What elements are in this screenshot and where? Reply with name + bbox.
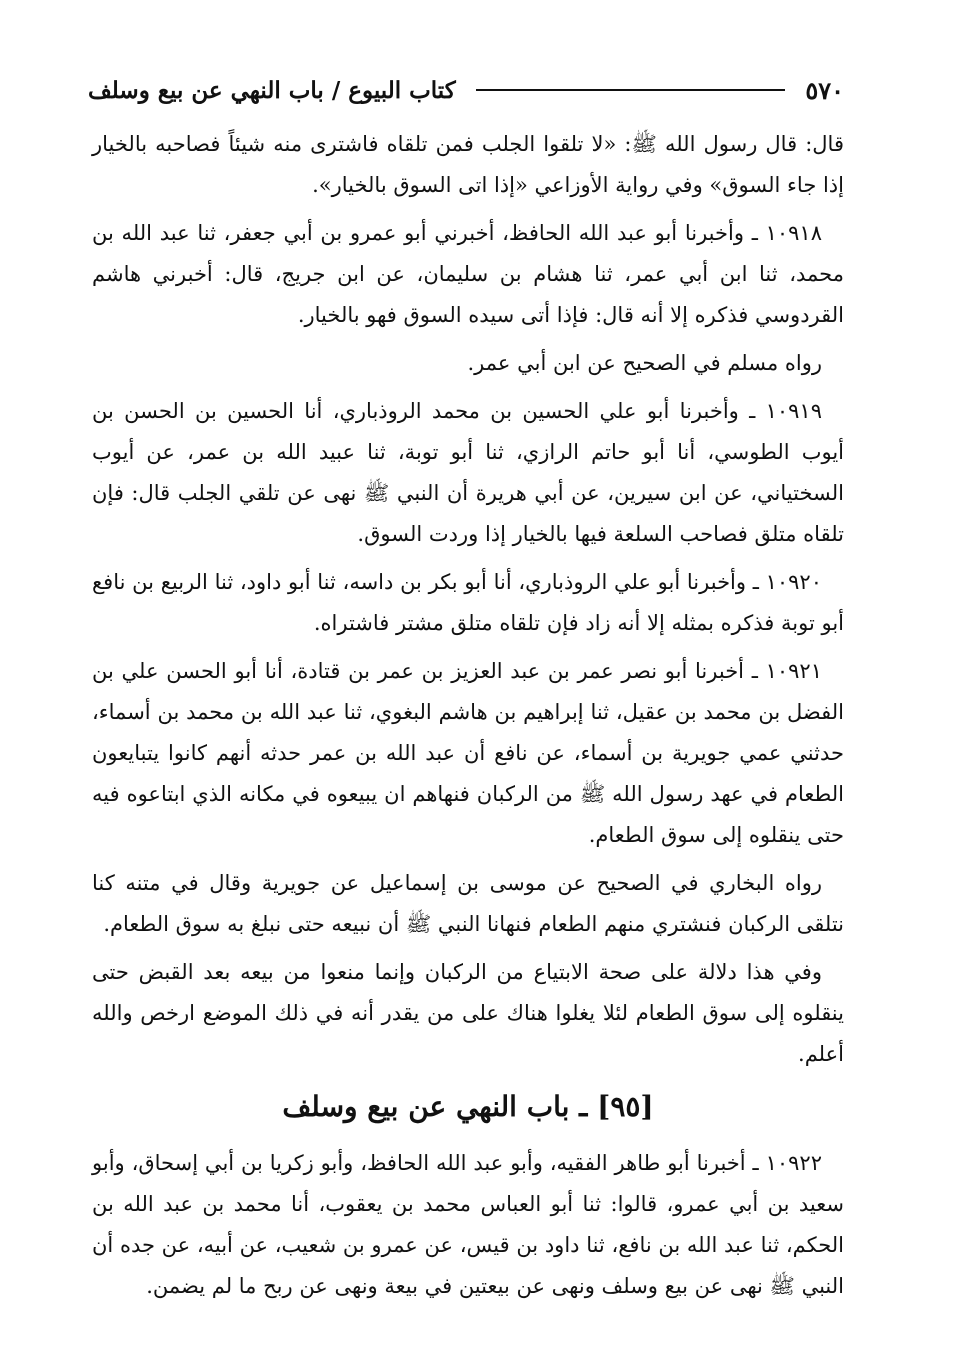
- page-number: ٥٧٠: [805, 75, 844, 105]
- hadith-10920: ١٠٩٢٠ ـ وأخبرنا أبو علي الروذباري، أنا أبو بكر بن داسه، ثنا أبو داود، ثنا الربيع بن نافع أبو توبة فذكره بمثله إلا أنه زاد فإن تلقاه متلق مشتر فاشتراه.: [92, 570, 844, 635]
- page-header: [88, 70, 844, 110]
- hadith-10918: ١٠٩١٨ ـ وأخبرنا أبو عبد الله الحافظ، أخبرني أبو عمرو بن أبي جعفر، ثنا عبد الله بن محمد، ثنا ابن أبي عمر، ثنا هشام بن سليمان، عن ابن جريج، قال: أخبرني هاشم القردوسي فذكره إلا أنه قال: فإذا أتى سيده السوق فهو بالخيار.: [92, 221, 844, 327]
- hadith-10922: ١٠٩٢٢ ـ أخبرنا أبو طاهر الفقيه، وأبو عبد الله الحافظ، وأبو زكريا بن أبي إسحاق، وأبو سعيد بن أبي عمرو، قالوا: ثنا أبو العباس محمد بن يعقوب، أنا محمد بن عبد الله بن الحكم، ثنا عبد الله بن نافع، ثنا داود بن قيس، عن عمرو بن شعيب، عن أبيه، عن جده أن النبي ﷺ نهى عن بيع وسلف ونهى عن بيعتين في بيعة ونهى عن ربح ما لم يضمن.: [92, 1151, 844, 1298]
- running-title: كتاب البيوع / باب النهي عن بيع وسلف: [88, 76, 456, 104]
- commentary-paragraph: وفي هذا دلالة على صحة الابتياع من الركبان وإنما منعوا من بيعه بعد القبض حتى ينقلوه إلى سوق الطعام لئلا يغلوا هناك على من يقدر أنه في ذلك الموضع ارخص والله أعلم.: [92, 960, 844, 1066]
- page-body: [92, 124, 844, 1314]
- hadith-10921: ١٠٩٢١ ـ أخبرنا أبو نصر عمر بن عبد العزيز بن عمر بن قتادة، أنا أبو الحسن علي بن الفضل بن محمد بن عقيل، ثنا إبراهيم بن هاشم البغوي، ثنا عبد الله بن محمد بن أسماء، حدثني عمي جويرية بن أسماء، عن نافع أن عبد الله بن عمر حدثه أنهم كانوا يتبايعون الطعام في عهد رسول الله ﷺ من الركبان فنهاهم ان يبيعوه في مكانه الذي ابتاعوه فيه حتى ينقلوه إلى سوق الطعام.: [92, 659, 844, 847]
- chapter-heading: [٩٥] ـ باب النهي عن بيع وسلف: [282, 1090, 654, 1123]
- narration-note: رواه مسلم في الصحيح عن ابن أبي عمر.: [467, 351, 822, 375]
- narration-note: رواه البخاري في الصحيح عن موسى بن إسماعيل عن جويرية وقال في متنه كنا نتلقى الركبان فنشتري منهم الطعام فنهانا النبي ﷺ أن نبيعه حتى نبلغ به سوق الطعام.: [92, 871, 844, 936]
- hadith-10919: ١٠٩١٩ ـ وأخبرنا أبو علي الحسين بن محمد الروذباري، أنا الحسين بن الحسن بن أيوب الطوسي، أنا أبو حاتم الرازي، ثنا أبو توبة، ثنا عبيد الله بن عمر، عن أيوب السختياني، عن ابن سيرين، عن أبي هريرة أن النبي ﷺ نهى عن تلقي الجلب قال: فإن تلقاه متلق فصاحب السلعة فيها بالخيار إذا وردت السوق.: [92, 399, 844, 546]
- paragraph: قال: قال رسول الله ﷺ: «لا تلقوا الجلب فمن تلقاه فاشترى منه شيئاً فصاحبه بالخيار إذا جاء السوق» وفي رواية الأوزاعي «إذا اتى السوق بالخيار».: [92, 132, 844, 197]
- header-rule: [476, 89, 786, 91]
